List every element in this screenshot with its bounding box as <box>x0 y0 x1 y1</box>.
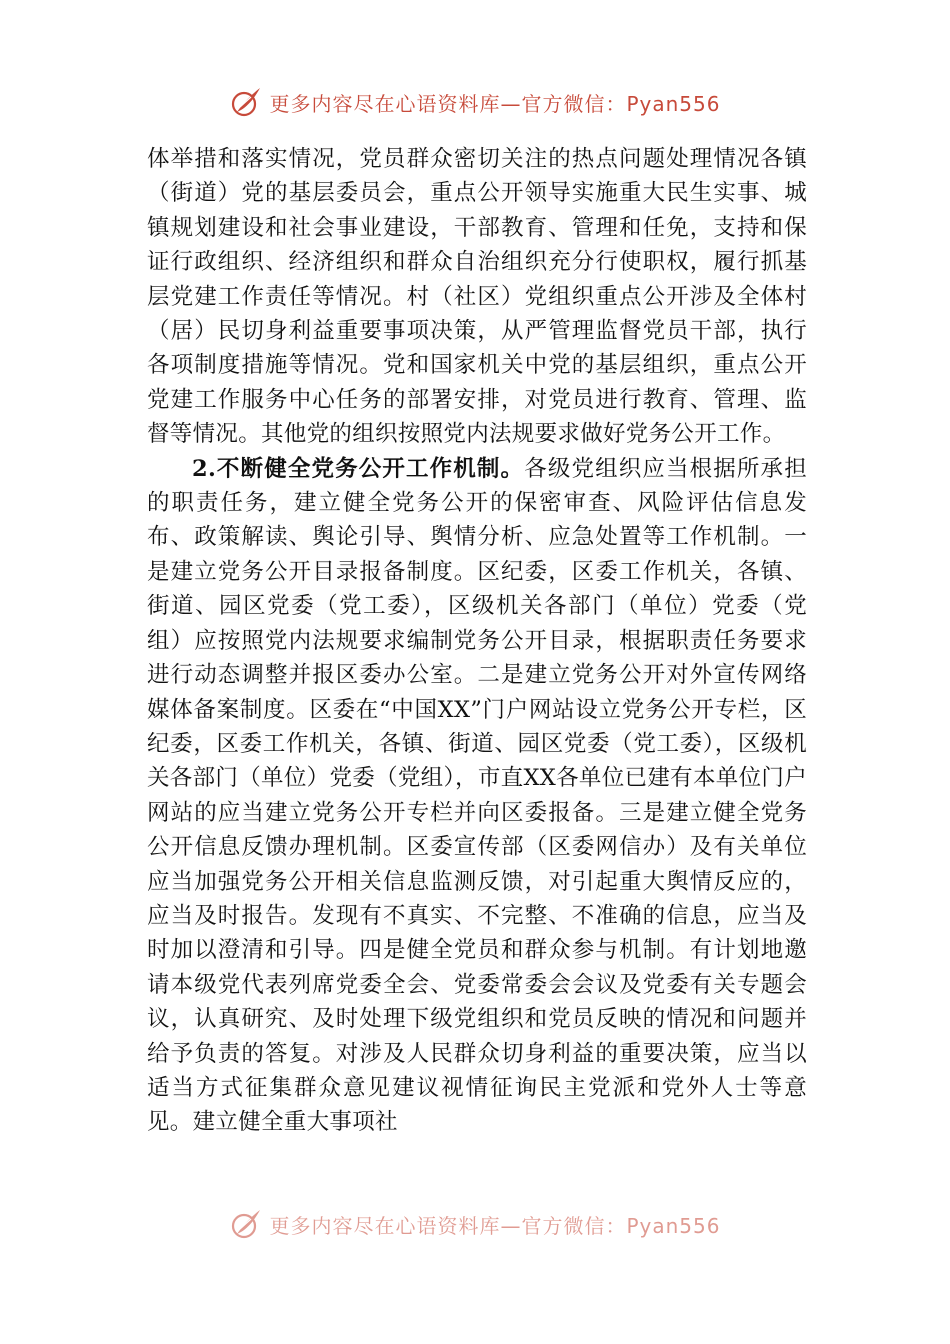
section-heading: 2.不断健全党务公开工作机制。 <box>192 455 525 482</box>
feather-pen-icon <box>229 85 263 119</box>
feather-pen-icon <box>229 1207 263 1241</box>
paragraph-1: 体举措和落实情况，党员群众密切关注的热点问题处理情况各镇（街道）党的基层委员会，重点公开领导实施重大民生实事、城镇规划建设和社会事业建设，干部教育、管理和任免，支持和保证行政组织、经济组织和群众自治组织充分行使职权，履行抓基层党建工作责任等情况。村（社区）党组织重点公开涉及全体村（居）民切身利益重要事项决策，从严管理监督党员干部，执行各项制度措施等情况。党和国家机关中党的基层组织，重点公开党建工作服务中心任务的部署安排，对党员进行教育、管理、监督等情况。其他党的组织按照党内法规要求做好党务公开工作。 <box>147 146 807 448</box>
paragraph-2-body: 各级党组织应当根据所承担的职责任务，建立健全党务公开的保密审查、风险评估信息发布、政策解读、舆论引导、舆情分析、应急处置等工作机制。一是建立党务公开目录报备制度。区纪委，区委工作机关，各镇、街道、园区党委（党工委），区级机关各部门（单位）党委（党组）应按照党内法规要求编制党务公开目录，根据职责任务要求进行动态调整并报区委办公室。二是建立党务公开对外宣传网络媒体备案制度。区委在“中国XX”门户网站设立党务公开专栏，区纪委，区委工作机关，各镇、街道、园区党委（党工委），区级机关各部门（单位）党委（党组），市直XX各单位已建有本单位门户网站的应当建立党务公开专栏并向区委报备。三是建立健全党务公开信息反馈办理机制。区委宣传部（区委网信办）及有关单位应当加强党务公开相关信息监测反馈，对引起重大舆情反应的，应当及时报告。发现有不真实、不完整、不准确的信息，应当及时加以澄清和引导。四是健全党员和群众参与机制。有计划地邀请本级党代表列席党委全会、党委常委会会议及党委有关专题会议，认真研究、及时处理下级党组织和党员反映的情况和问题并给予负责的答复。对涉及人民群众切身利益的重要决策，应当以适当方式征集群众意见建议视情征询民主党派和党外人士等意见。建立健全重大事项社 <box>147 455 807 1136</box>
watermark-text: 更多内容尽在心语资料库—官方微信：Pyan556 <box>269 1213 721 1238</box>
document-body <box>147 142 807 1140</box>
paragraph-2 <box>147 452 807 1140</box>
watermark-footer <box>0 1204 950 1244</box>
watermark-header <box>0 82 950 122</box>
watermark-text: 更多内容尽在心语资料库—官方微信：Pyan556 <box>269 91 721 116</box>
